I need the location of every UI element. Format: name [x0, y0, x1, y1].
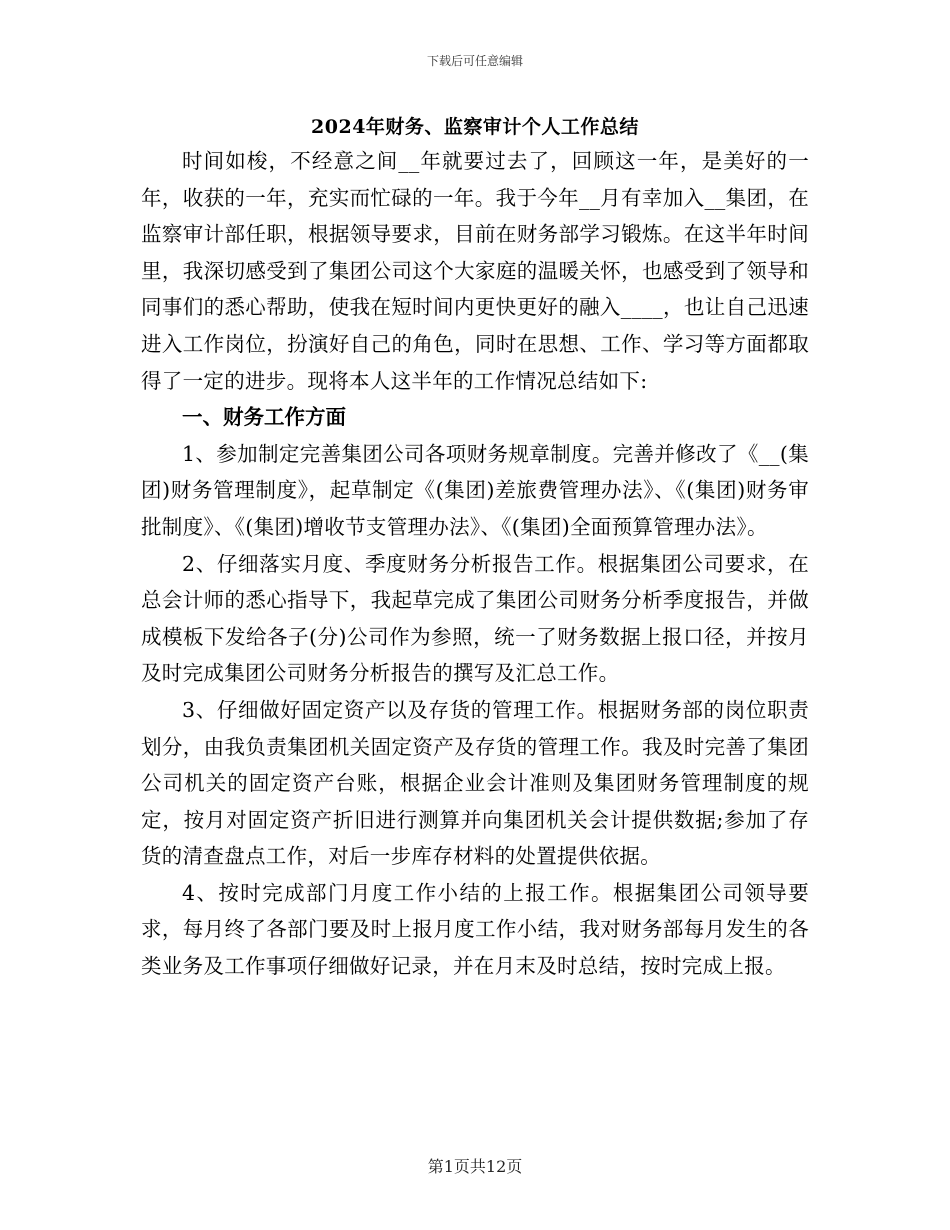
- finance-item-3: 3、仔细做好固定资产以及存货的管理工作。根据财务部的岗位职责划分，由我负责集团机关固定资产及存货的管理工作。我及时完善了集团公司机关的固定资产台账，根据企业会计准则及集团财务管理制度的规定，按月对固定资产折旧进行测算并向集团机关会计提供数据;参加了存货的清查盘点工作，对后一步库存材料的处置提供依据。: [141, 697, 809, 869]
- finance-item-4: 4、按时完成部门月度工作小结的上报工作。根据集团公司领导要求，每月终了各部门要及时上报月度工作小结，我对财务部每月发生的各类业务及工作事项仔细做好记录，并在月末及时总结，按时完成上报。: [141, 880, 809, 979]
- section-heading-finance: 一、财务工作方面: [182, 405, 346, 430]
- finance-item-1: 1、参加制定完善集团公司各项财务规章制度。完善并修改了《__(集团)财务管理制度》，起草制定《(集团)差旅费管理办法》、《(集团)财务审批制度》、《(集团)增收节支管理办法》、《(集团)全面预算管理办法》。: [141, 441, 809, 539]
- intro-paragraph: 时间如梭，不经意之间__年就要过去了，回顾这一年，是美好的一年，收获的一年，充实而忙碌的一年。我于今年__月有幸加入__集团，在监察审计部任职，根据领导要求，目前在财务部学习锻炼。在这半年时间里，我深切感受到了集团公司这个大家庭的温暖关怀，也感受到了领导和同事们的悉心帮助，使我在短时间内更快更好的融入____，也让自己迅速进入工作岗位，扮演好自己的角色，同时在思想、工作、学习等方面都取得了一定的进步。现将本人这半年的工作情况总结如下:: [141, 149, 809, 393]
- page-number-footer: 第1页共12页: [427, 1157, 523, 1176]
- page-header-note: 下载后可任意编辑: [426, 54, 523, 68]
- finance-item-2: 2、仔细落实月度、季度财务分析报告工作。根据集团公司要求，在总会计师的悉心指导下，我起草完成了集团公司财务分析季度报告，并做成模板下发给各子(分)公司作为参照，统一了财务数据上报口径，并按月及时完成集团公司财务分析报告的撰写及汇总工作。: [141, 551, 809, 686]
- document-body: [141, 113, 809, 985]
- document-title: 2024年财务、监察审计个人工作总结: [311, 116, 639, 138]
